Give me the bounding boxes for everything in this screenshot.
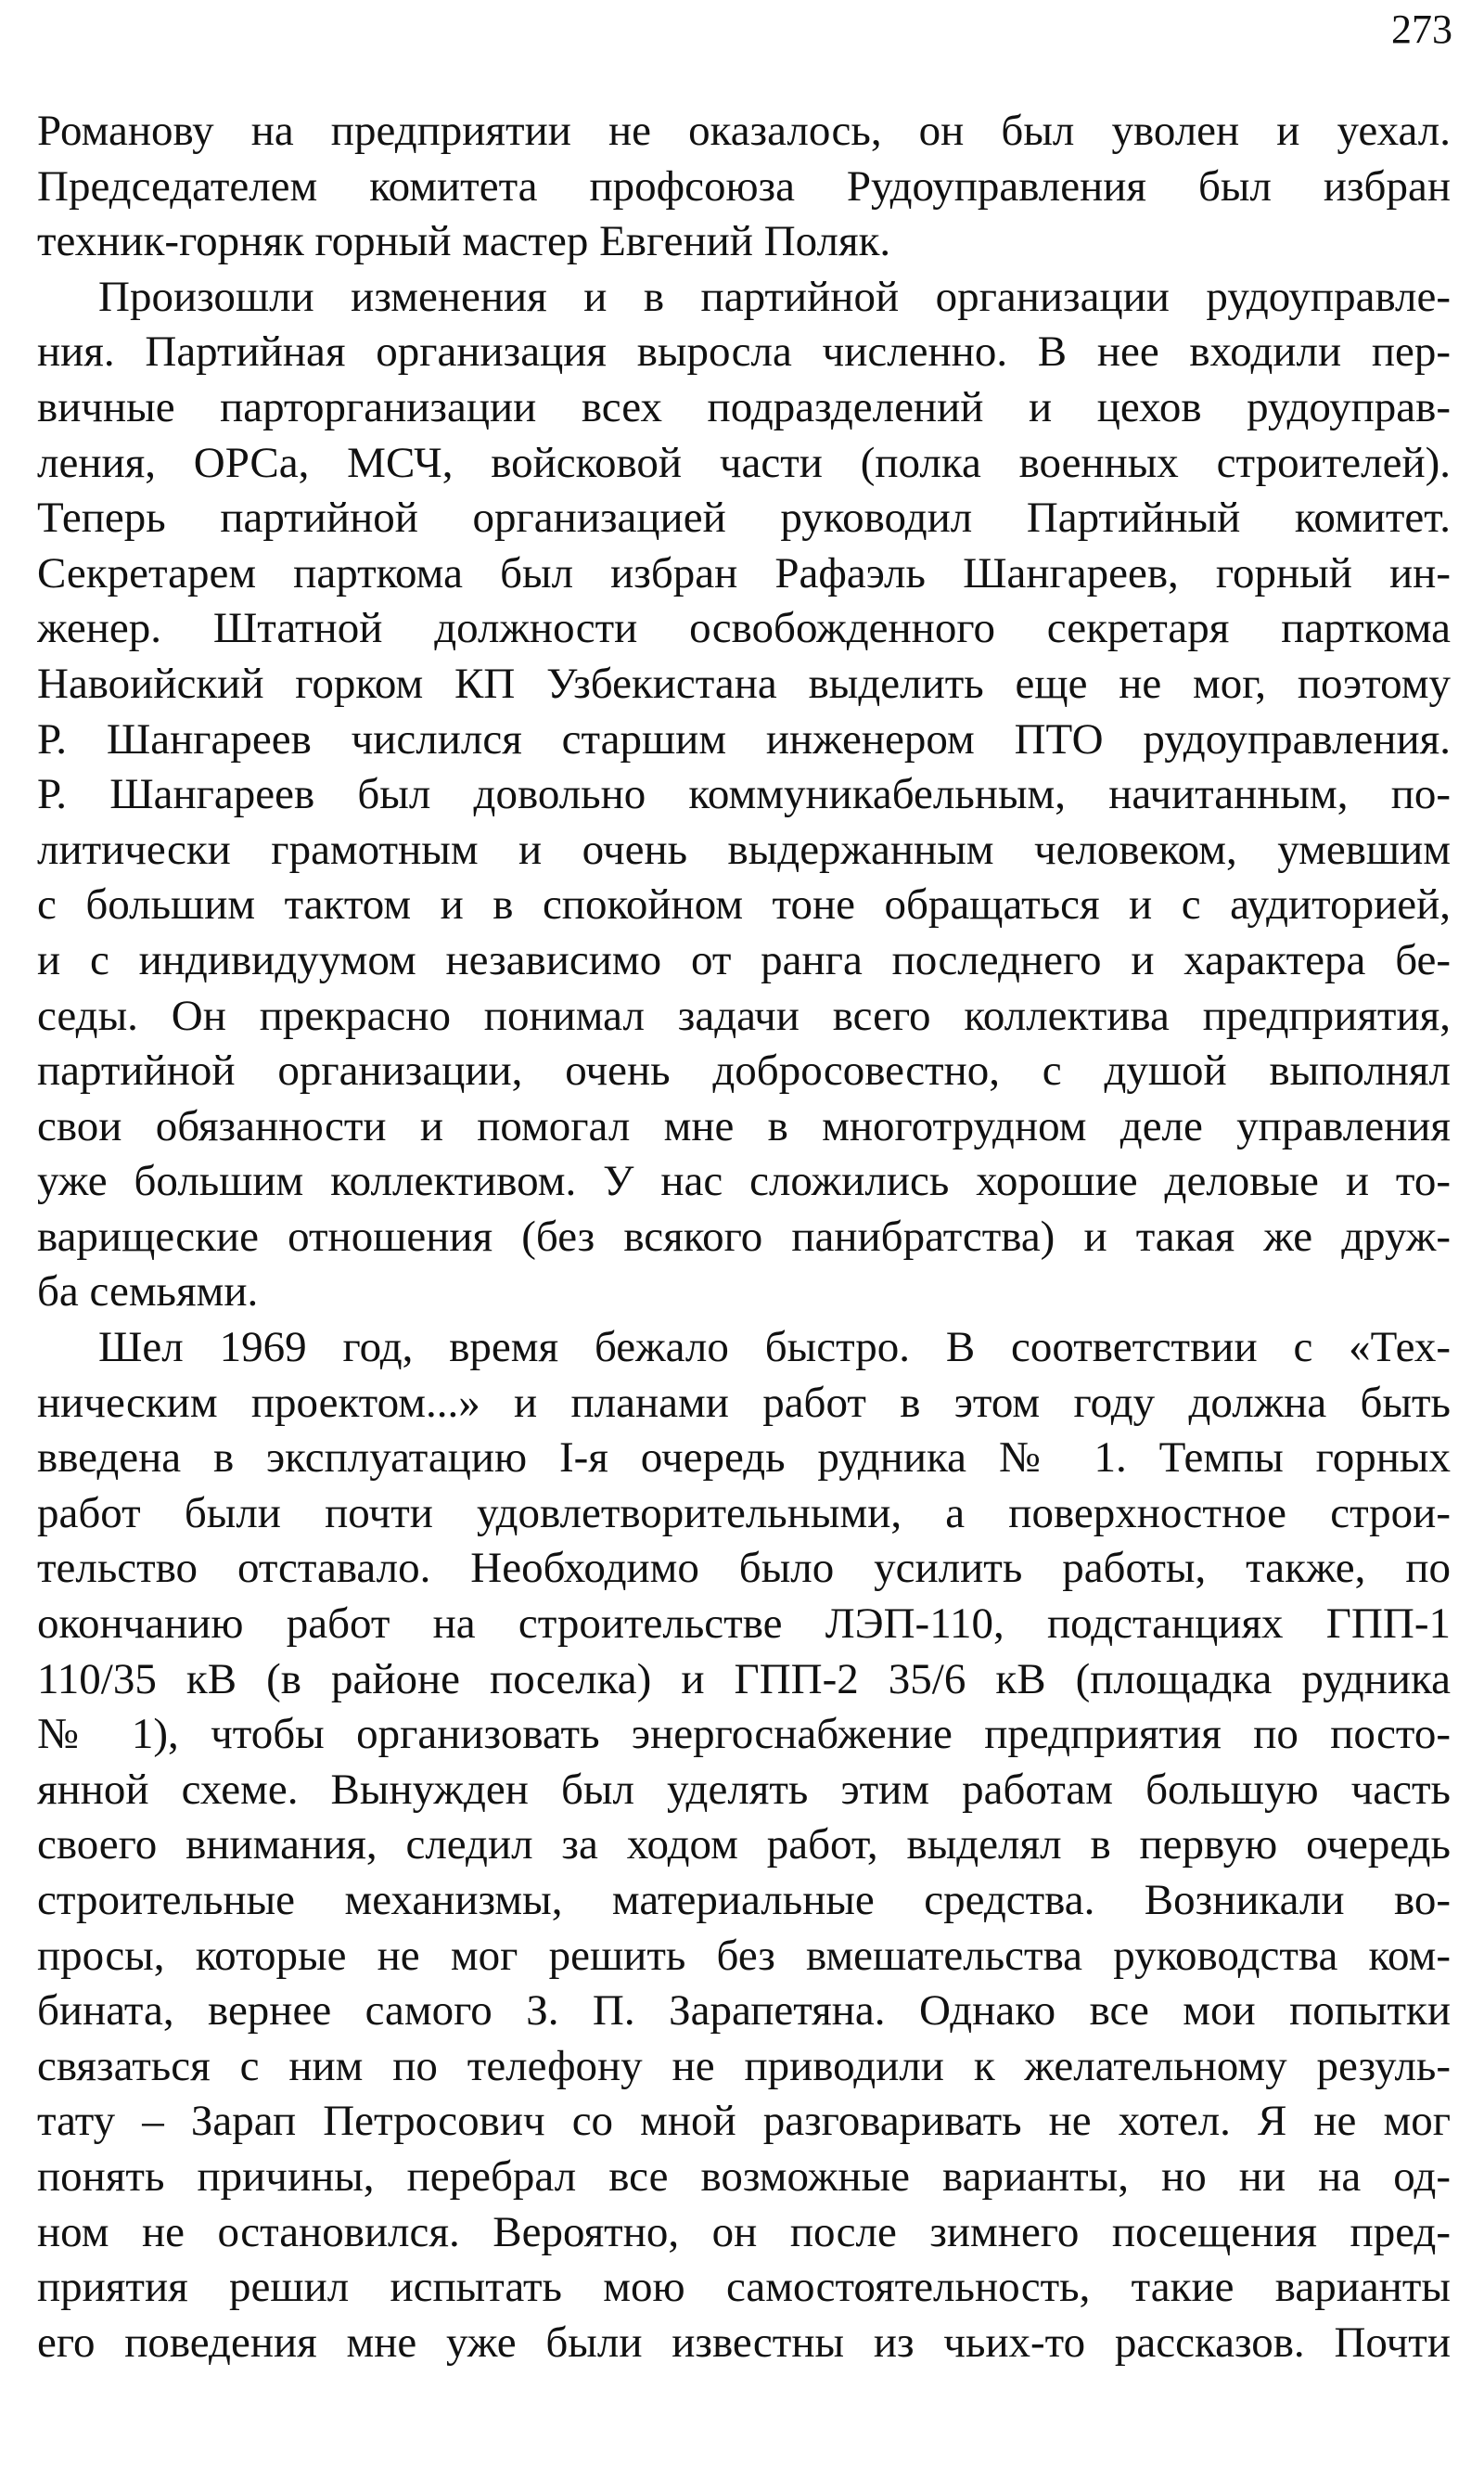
text-line: понять причины, перебрал все возможные варианты, но ни на од- [37,2151,1451,2201]
text-line: тельство отставало. Необходимо было усилить работы, также, по [37,1544,1451,1593]
text-line: Теперь партийной организацией руководил Партийный комитет. [37,494,1451,543]
text-line: литически грамотным и очень выдержанным человеком, умевшим [37,825,1451,874]
text-line: связаться с ним по телефону не приводили к желательному резуль- [37,2041,1451,2090]
text-line: своего внимания, следил за ходом работ, выделял в первую очередь [37,1820,1451,1869]
text-line: бината, вернее самого З. П. Зарапетяна. Однако все мои попытки [37,1986,1451,2036]
paragraph [37,270,1451,1320]
text-line: свои обязанности и помогал мне в многотрудном деле управления [37,1101,1451,1150]
text-line: женер. Штатной должности освобожденного секретаря парткома [37,604,1451,653]
text-line: Романову на предприятии не оказалось, он был уволен и уехал. [37,107,1451,155]
text-line: строительные механизмы, материальные средства. Возникали во- [37,1876,1451,1924]
text-line: просы, которые не мог решить без вмешательства руководства ком- [37,1931,1451,1980]
text-line: партийной организации, очень добросовестно, с душой выполнял [37,1047,1451,1096]
text-line: и с индивидуумом независимо от ранга последнего и характера бе- [37,935,1451,984]
page-text [37,104,1451,2370]
paragraph [37,104,1451,270]
text-line: окончанию работ на строительстве ЛЭП-110, подстанциях ГПП-1 [37,1599,1451,1649]
text-line: Р. Шангареев был довольно коммуникабельным, начитанным, по- [37,770,1451,819]
text-line: его поведения мне уже были известны из чьих-то рассказов. Почти [37,2318,1451,2367]
text-line: тату – Зарап Петросович со мной разговаривать не хотел. Я не мог [37,2097,1451,2146]
page-number: 273 [1391,6,1452,52]
text-line: с большим тактом и в спокойном тоне обращаться и с аудиторией, [37,880,1451,930]
text-line: варищеские отношения (без всякого панибратства) и такая же друж- [37,1212,1451,1261]
text-line: работ были почти удовлетворительными, а поверхностное строи- [37,1488,1451,1537]
text-line: ническим проектом...» и планами работ в этом году должна быть [37,1378,1451,1427]
text-line: седы. Он прекрасно понимал задачи всего коллектива предприятия, [37,991,1451,1040]
text-line: Секретарем парткома был избран Рафаэль Шангареев, горный ин- [37,548,1451,597]
text-line: техник-горняк горный мастер Евгений Поляк. [37,217,891,266]
text-line: Председателем комитета профсоюза Рудоуправления был избран [37,161,1451,211]
text-line: Шел 1969 год, время бежало быстро. В соответствии с «Тех- [98,1323,1451,1372]
text-line: ном не остановился. Вероятно, он после зимнего посещения пред- [37,2207,1451,2256]
text-line: введена в эксплуатацию I-я очередь рудника № 1. Темпы горных [37,1433,1451,1483]
text-line: вичные парторганизации всех подразделений и цехов рудоуправ- [37,382,1451,431]
text-line: янной схеме. Вынужден был уделять этим работам большую часть [37,1765,1451,1814]
text-line: ния. Партийная организация выросла численно. В нее входили пер- [37,328,1451,377]
paragraph [37,1320,1451,2370]
text-line: 110/35 кВ (в районе поселка) и ГПП-2 35/6 кВ (площадка рудника [37,1654,1451,1703]
text-line: № 1), чтобы организовать энергоснабжение предприятия по посто- [37,1710,1451,1759]
text-line: Произошли изменения и в партийной организации рудоуправле- [98,272,1451,321]
text-line: ба семьями. [37,1267,259,1316]
text-line: Р. Шангареев числился старшим инженером ПТО рудоуправления. [37,714,1451,764]
text-line: приятия решил испытать мою самостоятельность, такие варианты [37,2263,1451,2312]
text-line: ления, ОРСа, МСЧ, войсковой части (полка военных строителей). [37,438,1451,487]
text-line: Навоийский горком КП Узбекистана выделить еще не мог, поэтому [37,659,1451,708]
text-line: уже большим коллективом. У нас сложились хорошие деловые и то- [37,1157,1451,1206]
